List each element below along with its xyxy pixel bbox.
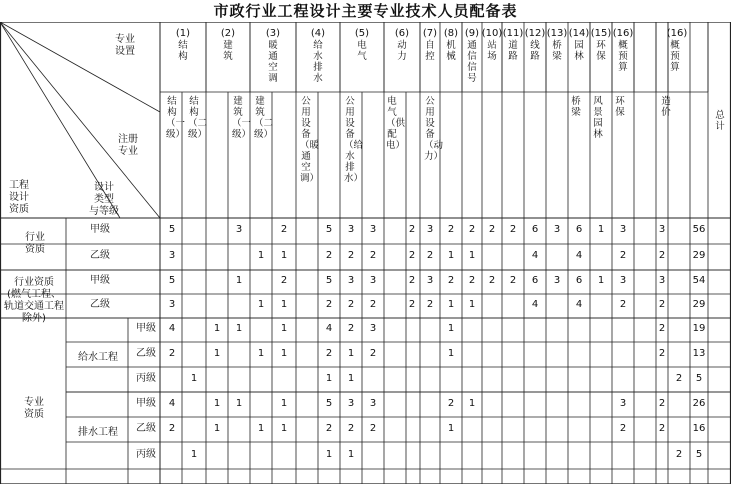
table-value: 1 [213,397,221,409]
specialty-num: (16) [666,28,688,39]
staffing-table [0,22,731,484]
table-value: 29 [692,299,706,310]
table-value: 2 [658,347,666,359]
specialty-num: (10) [481,28,503,39]
specialty-name: 给水排水 [313,40,323,84]
table-value: 1 [235,397,243,409]
table-value: 2 [509,224,517,235]
table-value: 1 [190,448,198,460]
table-value: 5 [325,224,333,235]
grade-label: 乙级 [90,250,110,261]
table-value: 1 [347,347,355,359]
table-value: 1 [213,347,221,359]
table-value: 1 [190,372,198,384]
table-value: 6 [531,275,539,286]
table-value: 1 [468,250,476,261]
table-value: 2 [468,224,476,235]
specialty-name: 电气 [357,40,367,62]
table-value: 1 [347,448,355,460]
table-value: 2 [675,372,683,384]
table-value: 2 [280,275,288,286]
table-value: 6 [531,224,539,235]
table-value: 2 [658,397,666,409]
registered-specialty: 建筑（二级） [254,96,274,140]
table-value: 2 [347,323,355,334]
specialty-num: (9) [464,28,480,39]
specialty-name: 线路 [530,40,540,62]
table-value: 54 [692,275,706,286]
table-value: 3 [369,224,377,235]
specialty-num: (12) [524,28,546,39]
table-value: 2 [619,299,627,310]
table-value: 3 [168,299,176,310]
grade-label: 丙级 [136,448,156,460]
table-value: 4 [168,397,176,409]
table-value: 2 [509,275,517,286]
page-title: 市政行业工程设计主要专业技术人员配备表 [213,2,518,20]
header-total: 总计 [715,110,725,132]
table-value: 3 [619,397,627,409]
table-value: 3 [553,224,561,235]
table-value: 2 [619,422,627,434]
registered-specialty: 电气（供配电） [386,96,406,151]
table-value: 2 [447,224,455,235]
table-value: 1 [325,372,333,384]
table-value: 2 [619,250,627,261]
specialty-num: (3) [265,28,281,39]
table-value: 4 [325,323,333,334]
table-value: 2 [426,250,434,261]
table-value: 2 [488,275,496,286]
table-value: 3 [369,397,377,409]
table-value: 6 [575,224,583,235]
table-value: 1 [257,422,265,434]
registered-specialty: 结构（二级） [188,96,208,140]
table-value: 2 [675,448,683,460]
grade-label: 乙级 [136,347,156,359]
header-sheji-leixing: 设计 类型 与等级 [89,182,119,217]
table-value: 2 [369,299,377,310]
table-value: 2 [426,299,434,310]
table-value: 3 [426,224,434,235]
table-value: 2 [347,299,355,310]
table-value: 16 [692,422,706,434]
table-value: 1 [468,397,476,409]
table-value: 1 [325,448,333,460]
table-value: 4 [531,250,539,261]
table-value: 2 [488,224,496,235]
table-value: 3 [168,250,176,261]
table-value: 2 [658,422,666,434]
table-value: 3 [369,275,377,286]
table-value: 5 [168,224,176,235]
table-value: 1 [468,299,476,310]
table-value: 2 [369,422,377,434]
specialty-num: (5) [354,28,370,39]
table-value: 3 [369,323,377,334]
specialty-name: 园林 [574,40,584,62]
specialty-num: (8) [443,28,459,39]
specialty-name: 建筑 [223,40,233,62]
table-value: 2 [347,250,355,261]
table-value: 1 [235,323,243,334]
table-value: 1 [597,224,605,235]
table-value: 3 [426,275,434,286]
specialty-name: 自控 [425,40,435,62]
table-value: 19 [692,323,706,334]
specialty-name: 结构 [178,40,188,62]
table-value: 1 [447,250,455,261]
subgroup-label: 排水工程 [78,427,118,438]
registered-specialty: 公用设备（给水排水） [344,96,364,184]
header-gongcheng-zizhi: 工程 设计 资质 [9,180,29,215]
specialty-name: 环保 [596,40,606,62]
table-value: 5 [695,372,703,384]
table-value: 1 [447,422,455,434]
specialty-num: (11) [502,28,524,39]
table-value: 2 [347,422,355,434]
table-value: 4 [575,299,583,310]
specialty-num: (1) [175,28,191,39]
specialty-name: 概预算 [670,40,680,73]
header-zhuanye-shezhi: 专业 设置 [115,34,135,57]
table-value: 1 [447,347,455,359]
specialty-name: 道路 [508,40,518,62]
table-value: 1 [447,299,455,310]
table-value: 3 [553,275,561,286]
table-value: 5 [168,275,176,286]
table-value: 5 [695,448,703,460]
table-value: 2 [408,250,416,261]
table-value: 2 [447,275,455,286]
table-value: 2 [658,299,666,310]
specialty-num: (7) [422,28,438,39]
table-value: 2 [447,397,455,409]
table-value: 2 [325,422,333,434]
table-value: 2 [325,299,333,310]
table-value: 2 [408,275,416,286]
specialty-name: 站场 [487,40,497,62]
specialty-num: (2) [220,28,236,39]
registered-specialty: 公用设备（动力） [424,96,444,162]
table-value: 26 [692,397,706,409]
table-value: 2 [280,224,288,235]
table-value: 1 [280,347,288,359]
specialty-name: 暖通空调 [268,40,278,84]
table-value: 1 [447,323,455,334]
registered-specialty: 建筑（一级） [232,96,252,140]
subgroup-label: 给水工程 [78,352,118,363]
table-value: 2 [658,323,666,334]
registered-specialty: 风景园林 [593,96,603,140]
table-value: 2 [408,299,416,310]
table-value: 3 [235,224,243,235]
grade-label: 甲级 [90,224,110,235]
specialty-name: 机械 [446,40,456,62]
table-value: 5 [325,275,333,286]
specialty-name: 通信信号 [467,40,477,84]
table-value: 2 [369,250,377,261]
table-value: 2 [325,347,333,359]
table-value: 56 [692,224,706,235]
group-label: 专业 资质 [24,397,44,420]
table-value: 1 [347,372,355,384]
registered-specialty: 造价 [661,96,671,118]
table-value: 3 [619,224,627,235]
specialty-num: (16) [612,28,634,39]
registered-specialty: 结构（一级） [166,96,186,140]
specialty-name: 动力 [397,40,407,62]
table-value: 1 [280,323,288,334]
specialty-num: (4) [310,28,326,39]
grade-label: 甲级 [136,397,156,409]
table-value: 2 [658,250,666,261]
table-value: 1 [257,299,265,310]
table-value: 3 [347,224,355,235]
table-value: 5 [325,397,333,409]
table-value: 6 [575,275,583,286]
table-value: 1 [280,250,288,261]
table-value: 4 [168,323,176,334]
table-value: 1 [235,275,243,286]
specialty-name: 概预算 [618,40,628,73]
grade-label: 乙级 [90,299,110,310]
registered-specialty: 桥梁 [571,96,581,118]
table-value: 3 [658,275,666,286]
group-label: 行业 资质 [25,232,45,255]
grade-label: 丙级 [136,372,156,384]
table-value: 1 [257,347,265,359]
table-value: 29 [692,250,706,261]
grade-label: 乙级 [136,422,156,434]
table-value: 4 [531,299,539,310]
table-value: 2 [168,422,176,434]
specialty-num: (14) [568,28,590,39]
table-value: 1 [597,275,605,286]
table-value: 1 [213,323,221,334]
grade-label: 甲级 [90,275,110,286]
table-value: 2 [325,250,333,261]
table-value: 3 [347,397,355,409]
registered-specialty: 环保 [615,96,625,118]
table-value: 4 [575,250,583,261]
table-value: 3 [347,275,355,286]
table-value: 2 [168,347,176,359]
specialty-num: (6) [394,28,410,39]
registered-specialty: 公用设备（暖通空调） [300,96,320,184]
table-value: 3 [658,224,666,235]
specialty-num: (13) [546,28,568,39]
table-value: 1 [257,250,265,261]
table-value: 2 [408,224,416,235]
table-value: 1 [213,422,221,434]
table-value: 2 [468,275,476,286]
specialty-num: (15) [590,28,612,39]
table-value: 1 [280,397,288,409]
specialty-name: 桥梁 [552,40,562,62]
grade-label: 甲级 [136,323,156,334]
group-label: 行业资质 (燃气工程、 轨道交通工程 除外) [4,277,64,324]
table-value: 1 [280,299,288,310]
table-value: 3 [619,275,627,286]
table-value: 13 [692,347,706,359]
table-value: 2 [369,347,377,359]
header-zhuce-zhuanye: 注册 专业 [118,134,138,157]
table-value: 1 [280,422,288,434]
